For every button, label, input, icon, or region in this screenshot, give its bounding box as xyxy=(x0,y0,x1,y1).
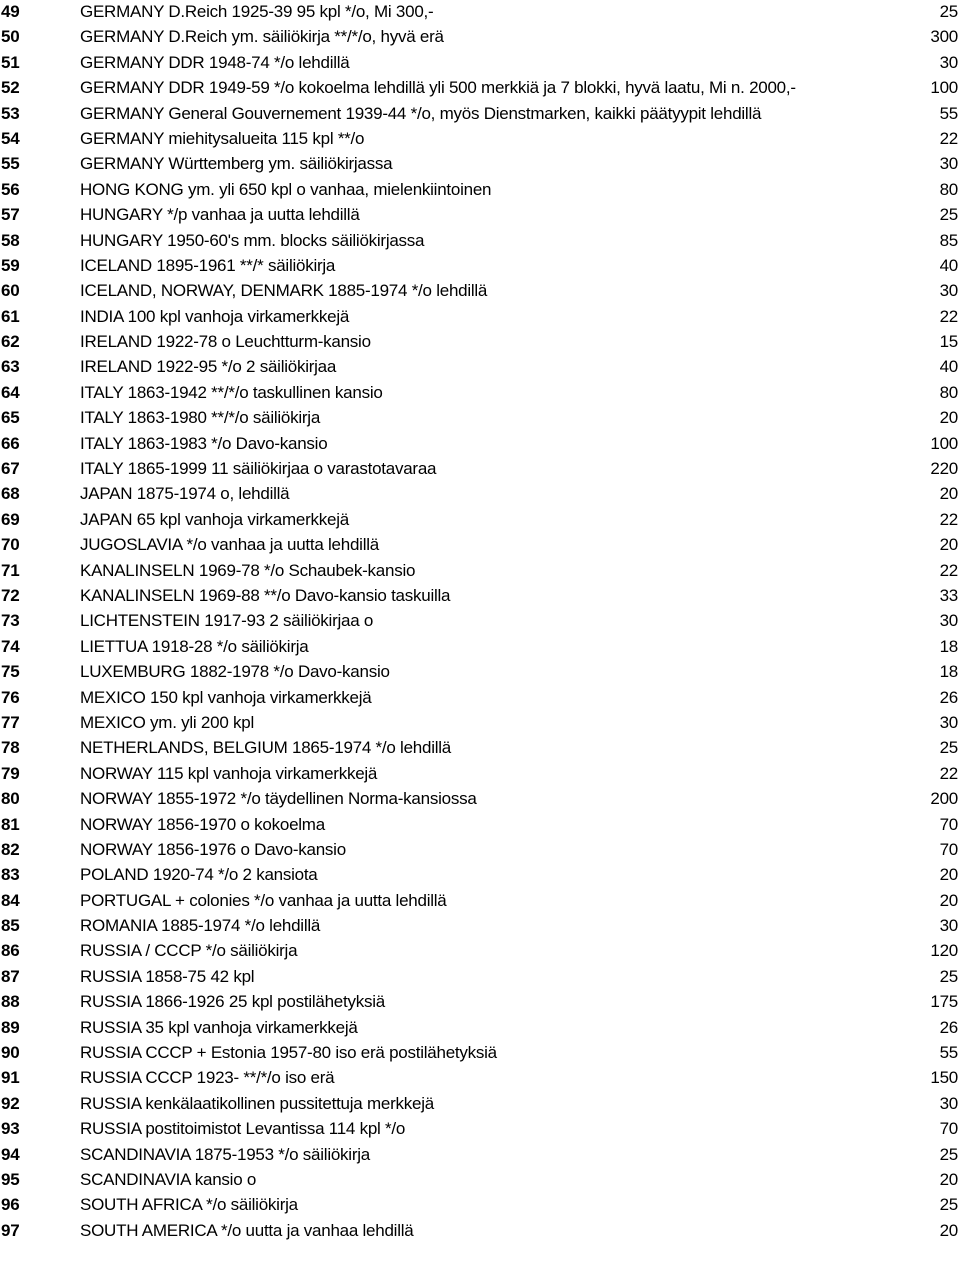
lot-row xyxy=(0,559,960,584)
lot-number: 73 xyxy=(1,611,20,631)
lot-description: SCANDINAVIA kansio o xyxy=(80,1169,257,1189)
lot-description: GERMANY D.Reich ym. säiliökirja **/*/o, hyvä erä xyxy=(80,27,444,47)
lot-description: MEXICO ym. yli 200 kpl xyxy=(80,712,254,732)
lot-description: LIETTUA 1918-28 */o säiliökirja xyxy=(80,636,309,656)
lot-description: ROMANIA 1885-1974 */o lehdillä xyxy=(80,916,321,936)
lot-row xyxy=(0,355,960,380)
lot-row xyxy=(0,939,960,964)
lot-row xyxy=(0,609,960,634)
lot-number: 69 xyxy=(1,509,20,529)
lot-description: SOUTH AFRICA */o säiliökirja xyxy=(80,1195,298,1215)
lot-row xyxy=(0,127,960,152)
lot-row xyxy=(0,432,960,457)
lot-row xyxy=(0,787,960,812)
lot-description: RUSSIA 1866-1926 25 kpl postilähetyksiä xyxy=(80,992,385,1012)
lot-number: 58 xyxy=(1,230,20,250)
lot-row xyxy=(0,1168,960,1193)
lot-price: 120 xyxy=(930,941,958,961)
lot-price: 26 xyxy=(939,687,958,707)
lot-row xyxy=(0,0,960,25)
lot-price: 70 xyxy=(939,1119,958,1139)
lot-row xyxy=(0,482,960,507)
lot-description: MEXICO 150 kpl vanhoja virkamerkkejä xyxy=(80,687,372,707)
lot-number: 68 xyxy=(1,484,20,504)
lot-row xyxy=(0,838,960,863)
lot-number: 74 xyxy=(1,636,20,656)
lot-description: NORWAY 1856-1976 o Davo-kansio xyxy=(80,839,346,859)
lot-price: 26 xyxy=(939,1017,958,1037)
lot-row xyxy=(0,1016,960,1041)
lot-number: 52 xyxy=(1,78,20,98)
lot-description: NETHERLANDS, BELGIUM 1865-1974 */o lehdillä xyxy=(80,738,451,758)
lot-description: JAPAN 1875-1974 o, lehdillä xyxy=(80,484,290,504)
lot-number: 86 xyxy=(1,941,20,961)
lot-description: NORWAY 115 kpl vanhoja virkamerkkejä xyxy=(80,763,378,783)
lot-number: 63 xyxy=(1,357,20,377)
lot-row xyxy=(0,25,960,50)
lot-row xyxy=(0,457,960,482)
lot-price: 55 xyxy=(939,103,958,123)
lot-row xyxy=(0,229,960,254)
lot-row xyxy=(0,660,960,685)
lot-row xyxy=(0,914,960,939)
lot-description: KANALINSELN 1969-78 */o Schaubek-kansio xyxy=(80,560,416,580)
lot-row xyxy=(0,1066,960,1091)
lot-description: RUSSIA 1858-75 42 kpl xyxy=(80,966,255,986)
lot-number: 78 xyxy=(1,738,20,758)
lot-number: 82 xyxy=(1,839,20,859)
lot-price: 30 xyxy=(939,712,958,732)
lot-description: RUSSIA kenkälaatikollinen pussitettuja merkkejä xyxy=(80,1093,434,1113)
lot-price: 80 xyxy=(939,382,958,402)
lot-price: 20 xyxy=(939,484,958,504)
lot-number: 92 xyxy=(1,1093,20,1113)
lot-number: 72 xyxy=(1,585,20,605)
lot-price: 22 xyxy=(939,509,958,529)
lot-number: 85 xyxy=(1,916,20,936)
lot-price: 30 xyxy=(939,281,958,301)
lot-description: PORTUGAL + colonies */o vanhaa ja uutta lehdillä xyxy=(80,890,447,910)
lot-number: 88 xyxy=(1,992,20,1012)
lot-row xyxy=(0,533,960,558)
lot-row xyxy=(0,178,960,203)
lot-number: 94 xyxy=(1,1144,20,1164)
lot-price: 25 xyxy=(939,966,958,986)
lot-description: SCANDINAVIA 1875-1953 */o säiliökirja xyxy=(80,1144,370,1164)
lot-row xyxy=(0,1143,960,1168)
lot-description: JUGOSLAVIA */o vanhaa ja uutta lehdillä xyxy=(80,535,379,555)
lot-description: NORWAY 1856-1970 o kokoelma xyxy=(80,814,325,834)
lot-number: 83 xyxy=(1,865,20,885)
lot-row xyxy=(0,736,960,761)
lot-description: ICELAND 1895-1961 **/* säiliökirja xyxy=(80,255,336,275)
lot-number: 64 xyxy=(1,382,20,402)
lot-number: 67 xyxy=(1,459,20,479)
lot-number: 50 xyxy=(1,27,20,47)
lot-description: POLAND 1920-74 */o 2 kansiota xyxy=(80,865,318,885)
lot-price: 30 xyxy=(939,916,958,936)
lot-row xyxy=(0,990,960,1015)
lot-row xyxy=(0,102,960,127)
lot-price: 25 xyxy=(939,2,958,21)
lot-price: 22 xyxy=(939,306,958,326)
lot-number: 66 xyxy=(1,433,20,453)
lot-price: 55 xyxy=(939,1043,958,1063)
lot-description: HUNGARY 1950-60's mm. blocks säiliökirjassa xyxy=(80,230,425,250)
lot-number: 61 xyxy=(1,306,20,326)
lot-number: 89 xyxy=(1,1017,20,1037)
lot-number: 96 xyxy=(1,1195,20,1215)
lot-description: RUSSIA CCCP + Estonia 1957-80 iso erä postilähetyksiä xyxy=(80,1043,497,1063)
lot-row xyxy=(0,381,960,406)
lot-number: 93 xyxy=(1,1119,20,1139)
lot-price: 20 xyxy=(939,535,958,555)
lot-price: 175 xyxy=(930,992,958,1012)
lot-number: 59 xyxy=(1,255,20,275)
lot-description: LICHTENSTEIN 1917-93 2 säiliökirjaa o xyxy=(80,611,374,631)
lot-description: HONG KONG ym. yli 650 kpl o vanhaa, mielenkiintoinen xyxy=(80,179,492,199)
lot-price: 20 xyxy=(939,1169,958,1189)
lot-number: 65 xyxy=(1,408,20,428)
lot-row xyxy=(0,330,960,355)
lot-price: 22 xyxy=(939,763,958,783)
lot-price: 18 xyxy=(939,662,958,682)
lot-description: GERMANY DDR 1948-74 */o lehdillä xyxy=(80,52,350,72)
lot-row xyxy=(0,76,960,101)
lot-row xyxy=(0,1041,960,1066)
lot-row xyxy=(0,305,960,330)
lot-number: 75 xyxy=(1,662,20,682)
lot-price: 20 xyxy=(939,1220,958,1240)
lot-price: 20 xyxy=(939,890,958,910)
lot-number: 77 xyxy=(1,712,20,732)
lot-row xyxy=(0,279,960,304)
lot-row xyxy=(0,1092,960,1117)
lot-description: ITALY 1863-1980 **/*/o säiliökirja xyxy=(80,408,321,428)
lot-number: 76 xyxy=(1,687,20,707)
lot-number: 87 xyxy=(1,966,20,986)
lot-description: HUNGARY */p vanhaa ja uutta lehdillä xyxy=(80,205,360,225)
lot-price: 20 xyxy=(939,408,958,428)
lot-number: 90 xyxy=(1,1043,20,1063)
lot-price: 100 xyxy=(930,78,958,98)
lot-price: 200 xyxy=(930,789,958,809)
lot-description: RUSSIA 35 kpl vanhoja virkamerkkejä xyxy=(80,1017,358,1037)
lot-row xyxy=(0,1193,960,1218)
lot-row xyxy=(0,889,960,914)
lot-description: SOUTH AMERICA */o uutta ja vanhaa lehdillä xyxy=(80,1220,414,1240)
lot-number: 71 xyxy=(1,560,20,580)
lot-price: 22 xyxy=(939,128,958,148)
lot-number: 55 xyxy=(1,154,20,174)
lot-description: IRELAND 1922-78 o Leuchtturm-kansio xyxy=(80,332,371,352)
lot-number: 49 xyxy=(1,2,20,21)
lot-number: 84 xyxy=(1,890,20,910)
lot-number: 95 xyxy=(1,1169,20,1189)
lot-number: 62 xyxy=(1,332,20,352)
lot-number: 51 xyxy=(1,52,20,72)
lot-price: 300 xyxy=(930,27,958,47)
lot-description: GERMANY General Gouvernement 1939-44 */o, myös Dienstmarken, kaikki päätyypit lehdillä xyxy=(80,103,762,123)
lot-description: GERMANY D.Reich 1925-39 95 kpl */o, Mi 300,- xyxy=(80,2,434,21)
lot-price: 22 xyxy=(939,560,958,580)
lot-price: 20 xyxy=(939,865,958,885)
lot-row xyxy=(0,762,960,787)
lot-row xyxy=(0,813,960,838)
lot-row xyxy=(0,863,960,888)
lot-price: 150 xyxy=(930,1068,958,1088)
lot-description: RUSSIA / CCCP */o säiliökirja xyxy=(80,941,298,961)
lot-number: 56 xyxy=(1,179,20,199)
lot-price: 25 xyxy=(939,1144,958,1164)
lot-price: 30 xyxy=(939,1093,958,1113)
lot-description: ITALY 1863-1942 **/*/o taskullinen kansio xyxy=(80,382,383,402)
lot-price: 70 xyxy=(939,814,958,834)
lot-row xyxy=(0,584,960,609)
lot-description: JAPAN 65 kpl vanhoja virkamerkkejä xyxy=(80,509,349,529)
lot-price: 33 xyxy=(939,585,958,605)
lot-description: RUSSIA postitoimistot Levantissa 114 kpl */o xyxy=(80,1119,406,1139)
lot-row xyxy=(0,1219,960,1244)
lot-description: GERMANY Württemberg ym. säiliökirjassa xyxy=(80,154,393,174)
lot-number: 57 xyxy=(1,205,20,225)
lot-price: 15 xyxy=(939,332,958,352)
lot-number: 80 xyxy=(1,789,20,809)
lot-number: 81 xyxy=(1,814,20,834)
lot-number: 54 xyxy=(1,128,20,148)
lot-price: 40 xyxy=(939,357,958,377)
lot-description: KANALINSELN 1969-88 **/o Davo-kansio taskuilla xyxy=(80,585,451,605)
lot-number: 91 xyxy=(1,1068,20,1088)
lot-row xyxy=(0,203,960,228)
lot-price: 220 xyxy=(930,459,958,479)
lot-number: 70 xyxy=(1,535,20,555)
lot-price: 25 xyxy=(939,738,958,758)
lot-number: 53 xyxy=(1,103,20,123)
lot-description: GERMANY miehitysalueita 115 kpl **/o xyxy=(80,128,365,148)
lot-row xyxy=(0,635,960,660)
lot-description: NORWAY 1855-1972 */o täydellinen Norma-kansiossa xyxy=(80,789,477,809)
lot-row xyxy=(0,965,960,990)
lot-description: ICELAND, NORWAY, DENMARK 1885-1974 */o lehdillä xyxy=(80,281,488,301)
lot-price: 40 xyxy=(939,255,958,275)
lot-row xyxy=(0,406,960,431)
lot-row xyxy=(0,508,960,533)
lot-description: IRELAND 1922-95 */o 2 säiliökirjaa xyxy=(80,357,337,377)
lot-row xyxy=(0,254,960,279)
lot-description: RUSSIA CCCP 1923- **/*/o iso erä xyxy=(80,1068,335,1088)
lot-row xyxy=(0,711,960,736)
lot-row xyxy=(0,686,960,711)
lot-price: 30 xyxy=(939,52,958,72)
lot-number: 79 xyxy=(1,763,20,783)
lot-price: 30 xyxy=(939,154,958,174)
lot-price: 25 xyxy=(939,205,958,225)
lot-description: GERMANY DDR 1949-59 */o kokoelma lehdillä yli 500 merkkiä ja 7 blokki, hyvä laatu, Mi n. 2000,- xyxy=(80,78,796,98)
lot-price: 30 xyxy=(939,611,958,631)
lot-price: 100 xyxy=(930,433,958,453)
lot-row xyxy=(0,51,960,76)
lot-description: LUXEMBURG 1882-1978 */o Davo-kansio xyxy=(80,662,390,682)
lot-row xyxy=(0,152,960,177)
lot-number: 60 xyxy=(1,281,20,301)
lot-description: ITALY 1865-1999 11 säiliökirjaa o varastotavaraa xyxy=(80,459,437,479)
lot-description: ITALY 1863-1983 */o Davo-kansio xyxy=(80,433,328,453)
lot-description: INDIA 100 kpl vanhoja virkamerkkejä xyxy=(80,306,350,326)
lot-row xyxy=(0,1117,960,1142)
lot-price: 25 xyxy=(939,1195,958,1215)
lot-price: 18 xyxy=(939,636,958,656)
lot-price: 70 xyxy=(939,839,958,859)
lot-price: 85 xyxy=(939,230,958,250)
lot-number: 97 xyxy=(1,1220,20,1240)
lot-price: 80 xyxy=(939,179,958,199)
